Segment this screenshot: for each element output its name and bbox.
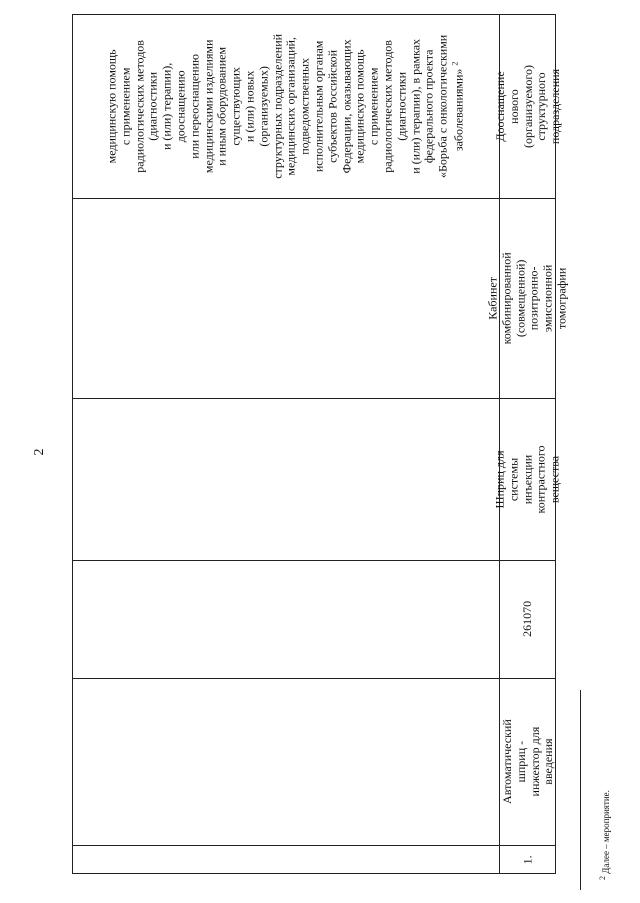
cell-purpose (492, 15, 562, 198)
device-name: Шприц для системы инъекции контрастного вещества (492, 444, 562, 513)
cell-code (499, 560, 557, 678)
cell-device (492, 398, 562, 560)
column-divider (73, 678, 555, 679)
item-name: Автоматический шприц - инжектор для введения (499, 719, 555, 804)
cell-room (485, 198, 569, 398)
cell-name (499, 678, 557, 845)
item-code: 261070 (520, 600, 535, 637)
column-divider (73, 845, 555, 846)
cell-description (73, 15, 499, 198)
purpose-text: Дооснащение нового (организуемого) структурного подразделения (492, 65, 562, 148)
row-index: 1. (520, 855, 535, 865)
footnote-mark: 2 (598, 876, 607, 880)
column-divider (73, 398, 555, 399)
column-divider (73, 198, 555, 199)
column-divider (73, 560, 555, 561)
page-number: 2 (32, 448, 47, 456)
cell-index (499, 845, 557, 875)
footnote-separator (580, 690, 581, 890)
footnote-text: Далее – мероприятие. (601, 790, 611, 874)
footnote (598, 790, 611, 880)
room-name: Кабинет комбинированной (совмещенной) позитронно- эмиссионной томографии (485, 251, 569, 345)
table (72, 14, 569, 874)
footnote-ref: 2 (450, 61, 460, 66)
description-text: медицинскую помощь с применением радиологических методов (диагностики и (или) терапии), дооснащению или переоснащению медицинскими изделиями и иным оборудованием существующих и (или) новых (организуемых) структурных подразделений медицинских организаций, подведомственных исполнительным органам субъектов Российской Федерации, оказывающих медицинскую помощь с применением радиологических методов (диагностики и (или) терапии), в рамках федерального проекта «Борьба с онкологическими заболеваниями» $^2$ (104, 34, 466, 179)
